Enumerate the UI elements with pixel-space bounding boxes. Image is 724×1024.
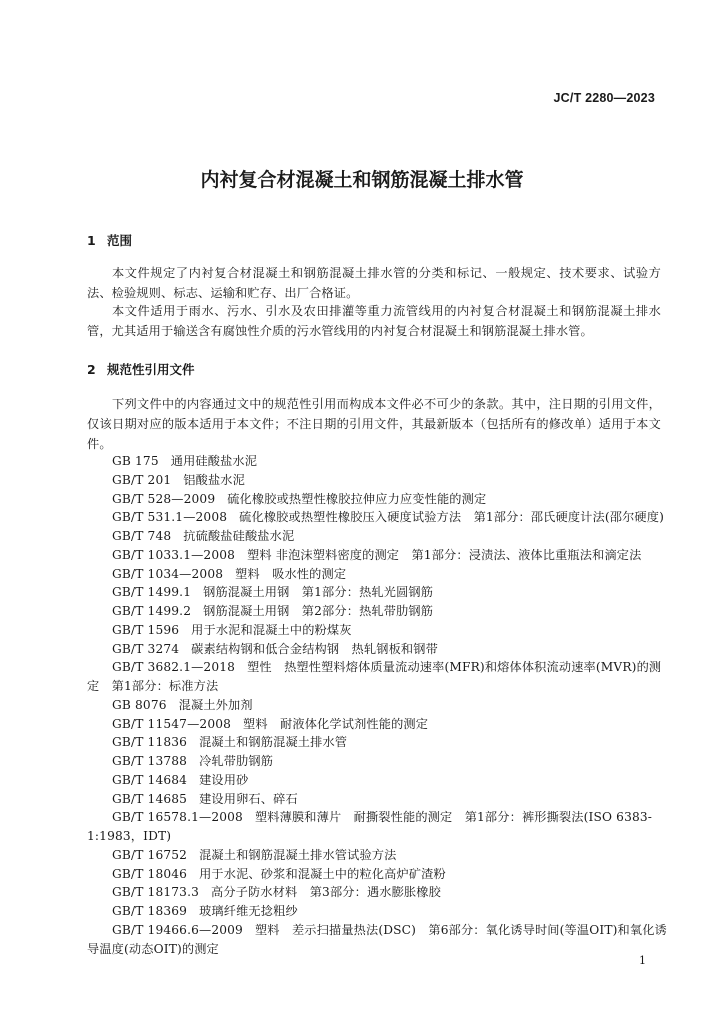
reference-title: 塑料 非泡沫塑料密度的测定 第1部分：浸渍法、液体比重瓶法和滴定法: [247, 547, 642, 562]
reference-title: 硫化橡胶或热塑性橡胶压入硬度试验方法 第1部分：邵氏硬度计法(邵尔硬度): [239, 510, 665, 525]
reference-item: [87, 546, 669, 565]
reference-title: 高分子防水材料 第3部分：遇水膨胀橡胶: [211, 885, 441, 900]
reference-code: GB/T 14685: [112, 791, 188, 806]
standard-code: JC/T 2280—2023: [553, 91, 655, 105]
reference-title: 塑料 差示扫描量热法(DSC) 第6部分：氧化诱导时间(等温OIT)和氧化诱导温度(动态OIT)的测定: [87, 922, 667, 956]
reference-item: [87, 902, 669, 921]
reference-code: GB 8076: [112, 697, 167, 712]
reference-title: 塑性 热塑性塑料熔体质量流动速率(MFR)和熔体体积流动速率(MVR)的测定 第1部分：标准方法: [87, 660, 662, 693]
reference-item: [87, 565, 669, 584]
reference-code: GB/T 16578.1—2008: [112, 810, 243, 825]
reference-code: GB/T 16752: [112, 847, 188, 862]
reference-code: GB/T 14684: [112, 772, 188, 787]
reference-item: [87, 752, 669, 771]
reference-code: GB/T 3274: [112, 641, 180, 656]
reference-code: GB/T 1499.2: [112, 604, 192, 618]
reference-title: 塑料薄膜和薄片 耐撕裂性能的测定 第1部分：裤形撕裂法(ISO 6383-1:1983，IDT): [87, 810, 653, 843]
reference-item: [87, 921, 669, 959]
reference-title: 塑料 吸水性的测定: [235, 566, 347, 581]
reference-title: 混凝土和钢筋混凝土排水管: [199, 735, 348, 750]
section-title: 范围: [107, 233, 133, 248]
reference-item: [87, 640, 669, 659]
reference-title: 硫化橡胶或热塑性橡胶拉伸应力应变性能的测定: [227, 491, 487, 506]
reference-item: [87, 621, 669, 640]
reference-list: [87, 452, 669, 958]
reference-item: [87, 846, 669, 865]
reference-item: [87, 696, 669, 715]
reference-code: GB/T 19466.6—2009: [112, 922, 243, 937]
reference-title: 冷轧带肋钢筋: [199, 754, 274, 768]
reference-item: [87, 883, 669, 902]
section-number: 2: [87, 362, 96, 377]
reference-title: 用于水泥、砂浆和混凝土中的粒化高炉矿渣粉: [199, 866, 446, 881]
reference-item: [87, 602, 669, 621]
reference-code: GB/T 748: [112, 529, 172, 543]
reference-code: GB/T 3682.1—2018: [112, 660, 236, 675]
section-heading-scope: [87, 231, 132, 249]
reference-title: 建设用卵石、碎石: [199, 791, 298, 806]
reference-code: GB/T 528—2009: [112, 491, 216, 506]
section-heading-normative-references: [87, 360, 195, 378]
reference-code: GB 175: [112, 454, 159, 468]
reference-title: 塑料 耐液体化学试剂性能的测定: [243, 716, 429, 731]
reference-code: GB/T 13788: [112, 754, 188, 768]
reference-item: [87, 808, 669, 846]
reference-title: 铝酸盐水泥: [183, 472, 245, 487]
reference-item: [87, 865, 669, 884]
reference-item: [87, 733, 669, 752]
reference-code: GB/T 11836: [112, 735, 188, 750]
reference-item: [87, 452, 669, 471]
reference-code: GB/T 1034—2008: [112, 566, 224, 581]
reference-code: GB/T 201: [112, 472, 172, 487]
reference-code: GB/T 1033.1—2008: [112, 547, 236, 562]
reference-item: [87, 771, 669, 790]
reference-item: [87, 508, 669, 527]
reference-title: 钢筋混凝土用钢 第2部分：热轧带肋钢筋: [203, 604, 434, 618]
reference-item: [87, 490, 669, 509]
section-number: 1: [87, 233, 96, 248]
reference-code: GB/T 18173.3: [112, 885, 199, 900]
section-title: 规范性引用文件: [107, 362, 195, 377]
reference-title: 抗硫酸盐硅酸盐水泥: [183, 529, 295, 543]
reference-code: GB/T 18046: [112, 866, 188, 881]
reference-code: GB/T 18369: [112, 904, 188, 918]
reference-title: 建设用砂: [199, 772, 249, 787]
scope-paragraph-2: 本文件适用于雨水、污水、引水及农田排灌等重力流管线用的内衬复合材混凝土和钢筋混凝土排水管，尤其适用于输送含有腐蚀性介质的污水管线用的内衬复合材混凝土和钢筋混凝土排水管。: [87, 304, 661, 338]
reference-item: [87, 583, 669, 602]
reference-item: [87, 658, 669, 696]
reference-title: 通用硅酸盐水泥: [170, 454, 258, 468]
reference-item: [87, 527, 669, 546]
references-intro-paragraph: 下列文件中的内容通过文中的规范性引用而构成本文件必不可少的条款。其中，注日期的引用文件，仅该日期对应的版本适用于本文件；不注日期的引用文件，其最新版本（包括所有的修改单）适用于本文件。: [87, 397, 661, 451]
page-number: 1: [639, 954, 646, 967]
reference-item: [87, 790, 669, 809]
reference-title: 用于水泥和混凝土中的粉煤灰: [191, 622, 352, 637]
reference-item: [87, 471, 669, 490]
reference-title: 碳素结构钢和低合金结构钢 热轧钢板和钢带: [191, 641, 438, 656]
reference-title: 混凝土外加剂: [178, 697, 253, 712]
reference-code: GB/T 1596: [112, 622, 180, 637]
reference-code: GB/T 11547—2008: [112, 716, 232, 731]
reference-code: GB/T 1499.1: [112, 585, 192, 600]
document-title: 内衬复合材混凝土和钢筋混凝土排水管: [200, 169, 524, 191]
reference-title: 混凝土和钢筋混凝土排水管试验方法: [199, 847, 397, 862]
reference-item: [87, 715, 669, 734]
scope-paragraph-1: 本文件规定了内衬复合材混凝土和钢筋混凝土排水管的分类和标记、一般规定、技术要求、试验方法、检验规则、标志、运输和贮存、出厂合格证。: [87, 266, 661, 300]
reference-title: 钢筋混凝土用钢 第1部分：热轧光圆钢筋: [203, 585, 434, 600]
reference-code: GB/T 531.1—2008: [112, 510, 228, 525]
reference-title: 玻璃纤维无捻粗纱: [199, 904, 298, 918]
